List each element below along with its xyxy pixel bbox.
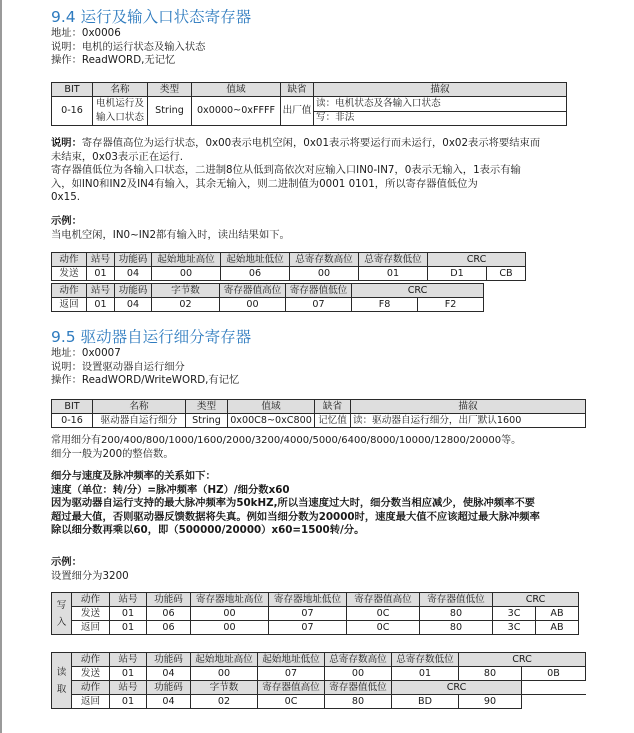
cell: 04	[147, 695, 191, 709]
header-cell: CRC	[493, 593, 579, 607]
header-cell: 寄存器地址高位	[191, 593, 269, 607]
name-cell-line1: 电机运行及	[93, 97, 148, 112]
header-cell: 起始地址高位	[152, 253, 221, 267]
register-description: 说明：设置驱动器自运行细分	[51, 360, 185, 373]
table-header-row	[52, 593, 579, 607]
cell: 0C	[347, 621, 420, 635]
relation-formula: 速度（单位：转/分）=脉冲频率（HZ）/细分数x60	[51, 483, 290, 496]
header-cell: 总寄存数高位	[325, 653, 392, 667]
cell: 00	[191, 621, 269, 635]
write-example-table	[51, 592, 579, 635]
header-cell: 字节数	[152, 284, 220, 298]
register-spec-table	[51, 399, 586, 428]
name-cell-line2: 输入口状态	[93, 111, 148, 126]
cell: 3C	[493, 607, 536, 621]
cell: 发送	[72, 607, 110, 621]
cell: 发送	[72, 667, 110, 681]
cell: 06	[147, 607, 191, 621]
cell: 80	[459, 667, 522, 681]
cell: 0C	[258, 695, 325, 709]
header-cell: 值域	[228, 400, 315, 414]
desc-cell-read: 读：电机状态及各输入口状态	[314, 97, 567, 112]
write-side-label: 写 入	[52, 593, 72, 635]
section-9-4	[51, 7, 584, 68]
cell: 02	[152, 298, 220, 312]
header-cell: BIT	[52, 83, 93, 97]
desc-cell: 读：驱动器自运行细分，出厂默认1600	[351, 414, 586, 428]
cell: 80	[420, 607, 493, 621]
header-cell: 类型	[186, 400, 228, 414]
header-cell: 功能码	[147, 653, 191, 667]
note-line: 入，如IN0和IN2及IN4有输入，其余无输入，则二进制值为0001 0101，所以寄存器值低位为	[51, 177, 478, 190]
header-cell: BIT	[52, 400, 93, 414]
cell: 01	[110, 667, 147, 681]
header-cell: 站号	[110, 681, 147, 695]
header-cell: 功能码	[147, 593, 191, 607]
note-line: 0x15.	[51, 191, 81, 204]
header-cell: 总寄存数高位	[290, 253, 359, 267]
note-line: 寄存器值高位为运行状态，0x00表示电机空闲，0x01表示将要运行而未运行，0x02表示将要结束而	[81, 137, 541, 149]
note-block	[51, 137, 584, 205]
header-cell: 寄存器值低位	[286, 284, 352, 298]
read-example-table	[51, 652, 586, 709]
header-cell: CRC	[352, 284, 484, 298]
header-cell: 动作	[72, 653, 110, 667]
header-cell: 站号	[87, 253, 115, 267]
cell: 00	[290, 267, 359, 281]
header-cell: 功能码	[115, 253, 152, 267]
register-operation: 操作：ReadWORD/WriteWORD,有记忆	[51, 374, 240, 387]
cell: 06	[221, 267, 290, 281]
example-send-table	[51, 252, 526, 281]
note-line: 寄存器值低位为各输入口状态，二进制8位从低到高依次对应输入口IN0-IN7，0表示无输入，1表示有输	[51, 164, 521, 177]
header-cell: 描叙	[314, 83, 567, 97]
cell: 返回	[52, 298, 87, 312]
default-cell: 出厂值	[281, 97, 314, 126]
cell: 04	[147, 667, 191, 681]
section-9-5	[51, 327, 584, 388]
cell: 00	[191, 607, 269, 621]
table-row	[52, 621, 579, 635]
table-header-row	[52, 653, 586, 667]
cell: 02	[191, 695, 258, 709]
header-cell: 类型	[148, 83, 192, 97]
empty-cell	[522, 681, 586, 695]
cell: 00	[220, 298, 286, 312]
register-spec-table	[51, 82, 567, 126]
cell: 00	[325, 667, 392, 681]
bit-cell: 0-16	[52, 414, 93, 428]
cell: 01	[110, 621, 147, 635]
example-label: 示例：	[51, 556, 82, 568]
header-cell: 缺省	[315, 400, 351, 414]
header-cell: CRC	[428, 253, 526, 267]
example-text: 当电机空闲，IN0~IN2都有输入时，读出结果如下。	[51, 228, 290, 241]
read-side-label: 读 取	[52, 653, 72, 709]
cell: 07	[286, 298, 352, 312]
name-cell: 驱动器自运行细分	[93, 414, 186, 428]
cell: AB	[536, 621, 579, 635]
relation-title: 细分与速度及脉冲频率的关系如下：	[51, 470, 216, 482]
table-row	[52, 667, 586, 681]
table-header-row	[52, 284, 484, 298]
header-cell: 动作	[52, 284, 87, 298]
cell: 01	[87, 298, 115, 312]
relation-line: 因为驱动器自运行支持的最大脉冲频率为50kHZ,所以当速度过大时，细分数当相应减少，使脉冲频率不要	[51, 497, 535, 510]
relation-block	[51, 470, 584, 538]
example-label: 示例：	[51, 215, 82, 227]
section-title: 9.4 运行及输入口状态寄存器	[51, 8, 252, 26]
note-line: 未结束，0x03表示正在运行.	[51, 150, 183, 163]
header-cell: CRC	[392, 681, 522, 695]
cell: 07	[269, 607, 347, 621]
cell: 01	[359, 267, 428, 281]
header-cell: 名称	[93, 400, 186, 414]
common-subdivisions: 常用细分有200/400/800/1000/1600/2000/3200/4000/5000/6400/8000/10000/12800/20000等。	[51, 435, 522, 446]
bit-cell: 0-16	[52, 97, 93, 126]
header-cell: 寄存器值高位	[220, 284, 286, 298]
cell: 01	[392, 667, 459, 681]
range-cell: 0x00C8~0xC800	[228, 414, 315, 428]
header-cell: 缺省	[281, 83, 314, 97]
relation-line: 除以细分数再乘以60，即（500000/20000）x60=1500转/分。	[51, 524, 365, 537]
cell: 80	[325, 695, 392, 709]
header-cell: 站号	[110, 593, 147, 607]
relation-line: 超过最大值，否则驱动器反馈数据将失真。例如当细分数为20000时，速度最大值不应该超过最大脉冲频率	[51, 510, 540, 523]
example-block	[51, 556, 584, 583]
type-cell: String	[148, 97, 192, 126]
cell: 00	[152, 267, 221, 281]
header-cell: 起始地址低位	[258, 653, 325, 667]
table-row	[52, 267, 526, 281]
register-operation: 操作：ReadWORD,无记忆	[51, 54, 176, 67]
cell: BD	[392, 695, 459, 709]
cell: 0B	[522, 667, 586, 681]
header-cell: 起始地址低位	[221, 253, 290, 267]
table-row	[52, 298, 484, 312]
cell: 0C	[347, 607, 420, 621]
cell: 80	[420, 621, 493, 635]
description-block	[51, 434, 584, 461]
header-cell: 功能码	[147, 681, 191, 695]
register-description: 说明：电机的运行状态及输入状态	[51, 40, 206, 53]
table-header-row	[52, 681, 586, 695]
cell: F2	[418, 298, 484, 312]
header-cell: 动作	[72, 681, 110, 695]
header-cell: 动作	[52, 253, 87, 267]
header-cell: 值域	[192, 83, 281, 97]
header-cell: 寄存器值高位	[347, 593, 420, 607]
cell: 返回	[72, 695, 110, 709]
header-cell: 站号	[110, 653, 147, 667]
cell: 07	[258, 667, 325, 681]
cell: 发送	[52, 267, 87, 281]
desc-cell-write: 写：非法	[314, 111, 567, 126]
header-cell: 名称	[93, 83, 148, 97]
header-cell: 功能码	[115, 284, 152, 298]
header-cell: 起始地址高位	[191, 653, 258, 667]
note-label: 说明：	[51, 137, 82, 149]
table-row	[52, 607, 579, 621]
cell: 06	[147, 621, 191, 635]
type-cell: String	[186, 414, 228, 428]
table-row	[52, 414, 586, 428]
range-cell: 0x0000~0xFFFF	[192, 97, 281, 126]
table-header-row	[52, 253, 526, 267]
header-cell: 总寄存数低位	[392, 653, 459, 667]
cell: 90	[459, 695, 522, 709]
example-block	[51, 215, 584, 242]
header-cell: 寄存器值低位	[325, 681, 392, 695]
cell: 01	[110, 607, 147, 621]
header-cell: 字节数	[191, 681, 258, 695]
register-address: 地址：0x0006	[51, 27, 121, 39]
header-cell: 寄存器地址低位	[269, 593, 347, 607]
general-note: 细分一般为200的整倍数。	[51, 447, 174, 460]
cell: 3C	[493, 621, 536, 635]
table-row	[52, 695, 586, 709]
cell: 04	[115, 267, 152, 281]
example-text: 设置细分为3200	[51, 569, 129, 582]
cell: D1	[428, 267, 487, 281]
table-header-row	[52, 400, 586, 414]
header-cell: CRC	[459, 653, 586, 667]
section-title: 9.5 驱动器自运行细分寄存器	[51, 328, 252, 346]
header-cell: 动作	[72, 593, 110, 607]
header-cell: 站号	[87, 284, 115, 298]
header-cell: 寄存器值高位	[258, 681, 325, 695]
header-cell: 总寄存数低位	[359, 253, 428, 267]
cell: AB	[536, 607, 579, 621]
cell: 01	[87, 267, 115, 281]
cell: 07	[269, 621, 347, 635]
empty-cell	[522, 695, 586, 709]
cell: 01	[110, 695, 147, 709]
header-cell: 寄存器值低位	[420, 593, 493, 607]
cell: F8	[352, 298, 418, 312]
cell: 00	[191, 667, 258, 681]
register-address: 地址：0x0007	[51, 347, 121, 359]
default-cell: 记忆值	[315, 414, 351, 428]
example-return-table	[51, 283, 484, 312]
table-row	[52, 97, 567, 112]
cell: 04	[115, 298, 152, 312]
header-cell: 描叙	[351, 400, 586, 414]
cell: CB	[487, 267, 526, 281]
table-header-row	[52, 83, 567, 97]
cell: 返回	[72, 621, 110, 635]
